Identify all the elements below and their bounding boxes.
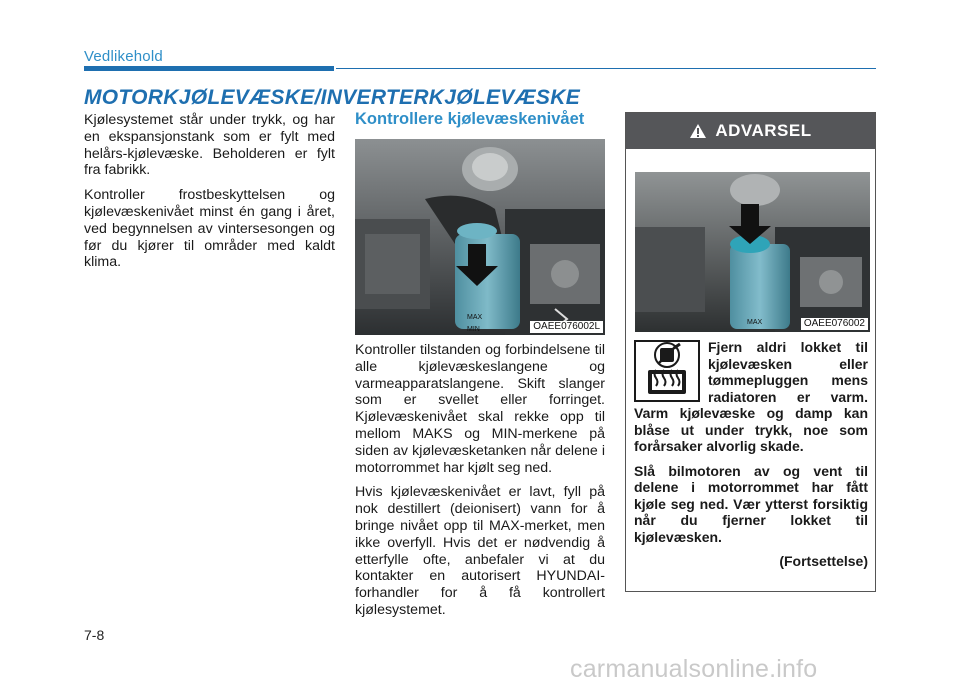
warning-title: ADVARSEL xyxy=(715,121,812,140)
middle-column xyxy=(355,342,605,627)
coolant-level-subheading: Kontrollere kjølevæskenivået xyxy=(355,110,585,128)
section-label: Vedlikehold xyxy=(84,48,163,65)
middle-paragraph-1: Kontroller tilstanden og forbindelsene til alle kjølevæskeslangene og varmeapparatslangene. Skift slanger som er svellet eller forringet. Kjølevæskenivået skal rekke opp til mellom MAKS og MIN-merkene på siden av kjølevæsketanken når delene i motorrommet har kjølt seg ned. xyxy=(355,342,605,476)
header-rule-thin xyxy=(336,68,876,69)
warning-header xyxy=(626,113,875,149)
warning-max-mark-label: MAX xyxy=(747,319,763,326)
engine-bay-illustration xyxy=(355,139,605,335)
max-mark-label: MAX xyxy=(467,314,483,321)
main-heading: MOTORKJØLEVÆSKE/INVERTERKJØLEVÆSKE xyxy=(84,86,581,109)
page-number: 7-8 xyxy=(84,627,105,643)
warning-text xyxy=(634,339,868,578)
min-mark-label: MIN xyxy=(467,326,480,333)
watermark: carmanualsonline.info xyxy=(570,655,818,683)
coolant-reservoir-photo xyxy=(355,139,605,335)
photo-code-b: OAEE076002 xyxy=(801,318,868,330)
continued-label: (Fortsettelse) xyxy=(779,553,868,569)
header-rule-thick xyxy=(84,66,334,71)
photo-code-a: OAEE076002L xyxy=(530,321,603,333)
warning-paragraph-1-text: Fjern aldri lokket til kjølevæsken eller tømmepluggen mens radiatoren er varm. Varm kjølevæske og damp kan blåse ut under trykk, noe som forårsaker alvorlig skade. xyxy=(634,339,868,454)
left-column xyxy=(84,112,335,279)
warning-cap-photo xyxy=(635,172,870,332)
left-paragraph-1: Kjølesystemet står under trykk, og har en ekspansjonstank som er fylt med helårs-kjølevæske. Beholderen er fylt fra fabrikk. xyxy=(84,112,335,179)
middle-paragraph-2: Hvis kjølevæskenivået er lavt, fyll på nok destillert (deionisert) vann for å bringe nivået opp til MAX-merket, men ikke overfyll. Hvis det er nødvendig å etterfylle ofte, anbefaler vi at du kontakter en autorisert HYUNDAI-forhandler for å få kontrollert kjølesystemet. xyxy=(355,484,605,618)
engine-bay-cap-illustration xyxy=(635,172,870,332)
warning-paragraph-2: Slå bilmotoren av og vent til delene i motorrommet har fått kjøle seg ned. Vær ytterst forsiktig når du fjerner lokket til kjølevæsken. xyxy=(634,462,868,545)
warning-triangle-icon xyxy=(689,123,707,139)
warning-paragraph-1 xyxy=(634,339,868,455)
no-open-hot-radiator-icon xyxy=(634,340,700,402)
left-paragraph-2: Kontroller frostbeskyttelsen og kjølevæskenivået minst én gang i året, ved begynnelsen av vintersesongen og før du kjører til områder med kaldt klima. xyxy=(84,187,335,271)
